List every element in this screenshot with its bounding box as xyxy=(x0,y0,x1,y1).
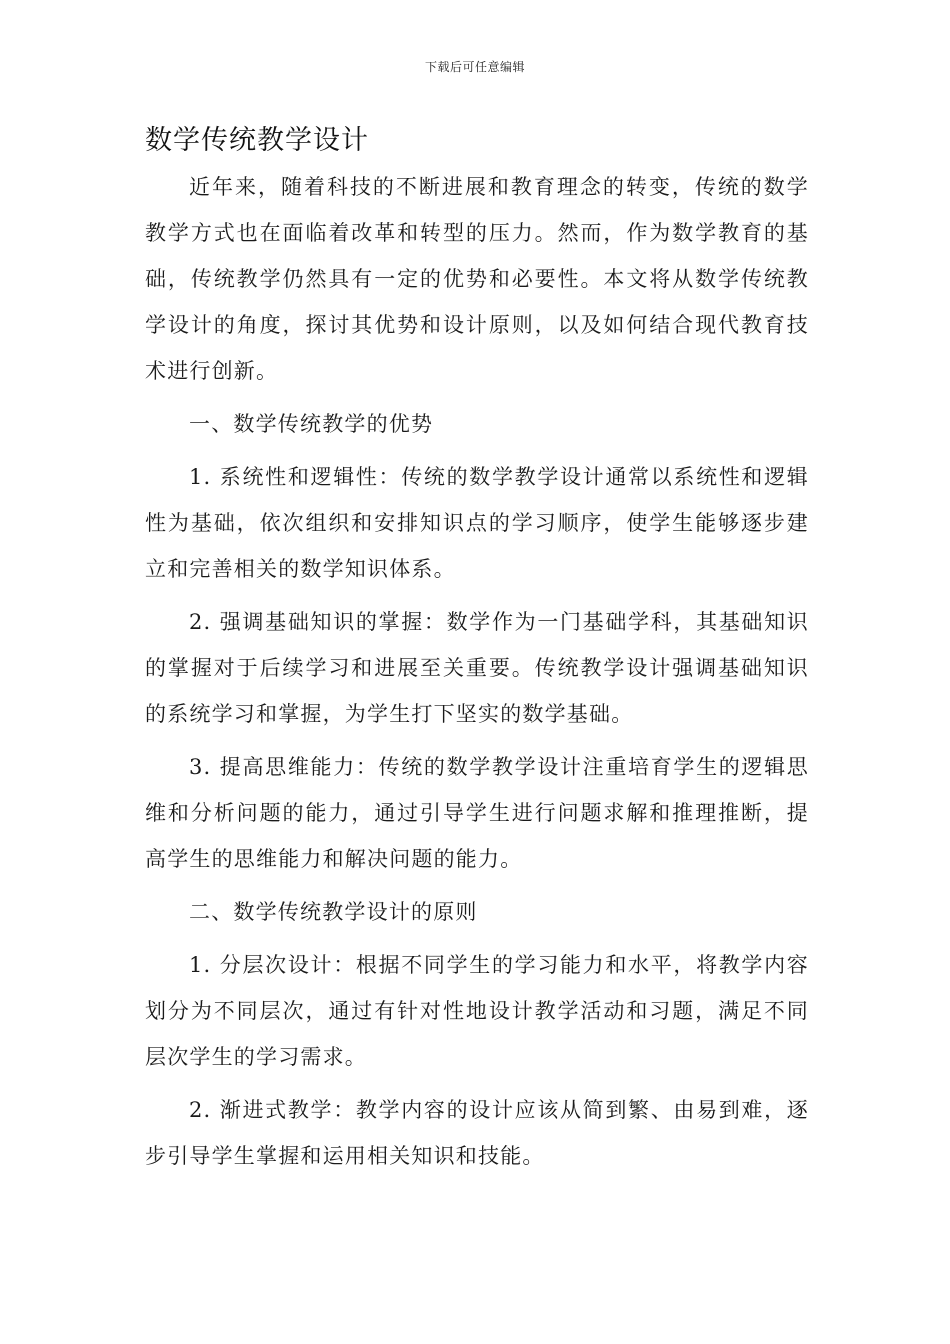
advantage-item-2: 2. 强调基础知识的掌握：数学作为一门基础学科，其基础知识的掌握对于后续学习和进展至关重要。传统教学设计强调基础知识的系统学习和掌握，为学生打下坚实的数学基础。 xyxy=(145,610,809,726)
advantage-item-3: 3. 提高思维能力：传统的数学教学设计注重培育学生的逻辑思维和分析问题的能力，通过引导学生进行问题求解和推理推断，提高学生的思维能力和解决问题的能力。 xyxy=(145,755,809,871)
document-title: 数学传统教学设计 xyxy=(145,125,369,156)
intro-paragraph: 近年来，随着科技的不断进展和教育理念的转变，传统的数学教学方式也在面临着改革和转型的压力。然而，作为数学教育的基础，传统教学仍然具有一定的优势和必要性。本文将从数学传统教学设计的角度，探讨其优势和设计原则，以及如何结合现代教育技术进行创新。 xyxy=(145,175,809,383)
document-body xyxy=(145,164,809,1179)
section-heading-advantages: 一、数学传统教学的优势 xyxy=(189,412,434,436)
advantage-item-1: 1. 系统性和逻辑性：传统的数学教学设计通常以系统性和逻辑性为基础，依次组织和安排知识点的学习顺序，使学生能够逐步建立和完善相关的数学知识体系。 xyxy=(145,465,809,581)
section-heading-principles: 二、数学传统教学设计的原则 xyxy=(189,900,478,924)
principle-item-2: 2. 渐进式教学：教学内容的设计应该从简到繁、由易到难，逐步引导学生掌握和运用相关知识和技能。 xyxy=(145,1098,809,1168)
principle-item-1: 1. 分层次设计：根据不同学生的学习能力和水平，将教学内容划分为不同层次，通过有针对性地设计教学活动和习题，满足不同层次学生的学习需求。 xyxy=(145,953,809,1069)
header-note: 下载后可任意编辑 xyxy=(424,60,525,74)
